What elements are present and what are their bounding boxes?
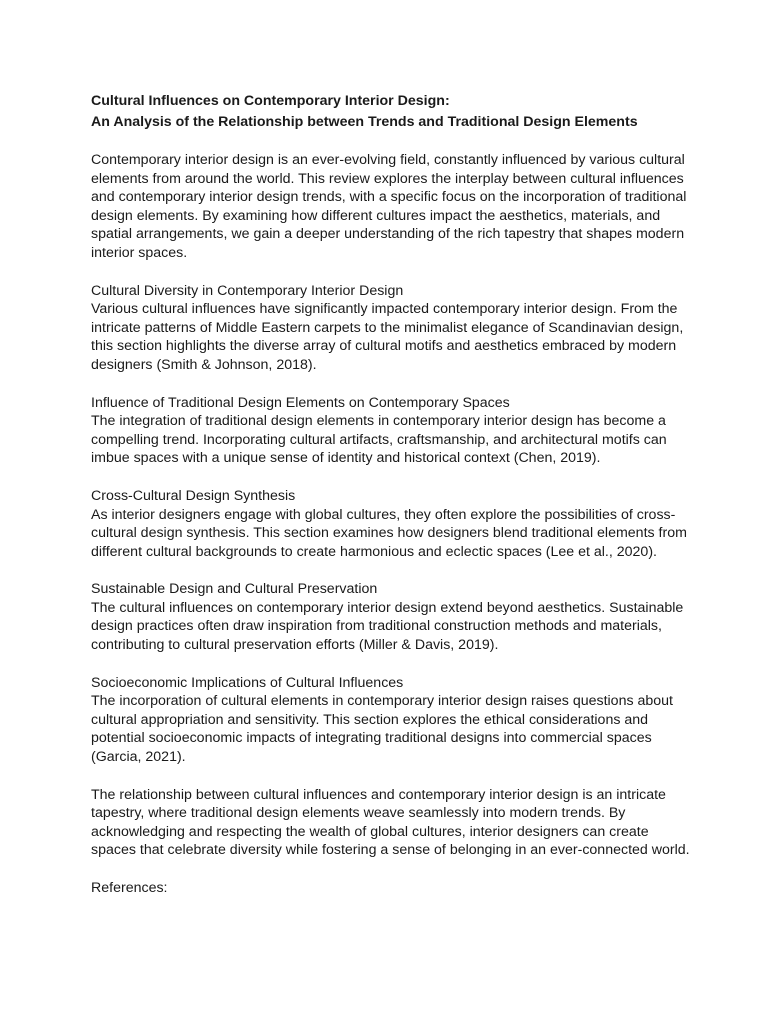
section xyxy=(91,487,691,561)
section-heading: Cultural Diversity in Contemporary Interior Design xyxy=(91,282,404,299)
title-line-2: An Analysis of the Relationship between Trends and Traditional Design Elements xyxy=(91,113,638,130)
spacer xyxy=(91,767,691,786)
title-line-1: Cultural Influences on Contemporary Interior Design: xyxy=(91,93,450,109)
section-body: The cultural influences on contemporary interior design extend beyond aesthetics. Sustainable design practices often draw inspiration from traditional construction methods and materials, contributing to cultural preservation efforts (Miller & Davis, 2019). xyxy=(91,599,684,654)
spacer xyxy=(91,132,691,151)
conclusion-paragraph: The relationship between cultural influences and contemporary interior design is an intricate tapestry, where traditional design elements weave seamlessly into modern trends. By acknowledging and respecting the wealth of global cultures, interior designers can create spaces that celebrate diversity while fostering a sense of belonging in an ever-connected world. xyxy=(91,786,690,859)
spacer xyxy=(91,263,691,282)
spacer xyxy=(91,655,691,674)
section xyxy=(91,282,691,375)
section-heading: Sustainable Design and Cultural Preservation xyxy=(91,581,378,598)
section-heading: Influence of Traditional Design Elements on Contemporary Spaces xyxy=(91,394,510,411)
section-body: As interior designers engage with global cultures, they often explore the possibilities of cross-cultural design synthesis. This section examines how designers blend traditional elements from different cultural backgrounds to create harmonious and eclectic spaces (Lee et al., 2020). xyxy=(91,506,687,560)
spacer xyxy=(91,375,691,394)
document-page xyxy=(91,91,691,898)
spacer xyxy=(91,860,691,879)
section xyxy=(91,580,691,654)
section xyxy=(91,394,691,468)
section-heading: Socioeconomic Implications of Cultural Influences xyxy=(91,674,404,691)
document-title xyxy=(91,91,691,132)
section-body: The incorporation of cultural elements in contemporary interior design raises questions about cultural appropriation and sensitivity. This section explores the ethical considerations and potential socioeconomic impacts of integrating traditional designs into commercial spaces (Garcia, 2021). xyxy=(91,693,673,766)
section-heading: Cross-Cultural Design Synthesis xyxy=(91,487,296,504)
spacer xyxy=(91,468,691,487)
section-body: Various cultural influences have significantly impacted contemporary interior design. From the intricate patterns of Middle Eastern carpets to the minimalist elegance of Scandinavian design, this section highlights the diverse array of cultural motifs and aesthetics embraced by modern designers (Smith & Johnson, 2018). xyxy=(91,301,684,373)
spacer xyxy=(91,561,691,580)
references-label: References: xyxy=(91,880,168,896)
section-body: The integration of traditional design elements in contemporary interior design has become a compelling trend. Incorporating cultural artifacts, craftsmanship, and architectural motifs can imbue spaces with a unique sense of identity and historical context (Chen, 2019). xyxy=(91,413,667,467)
section xyxy=(91,674,691,767)
intro-paragraph: Contemporary interior design is an ever-evolving field, constantly influenced by various cultural elements from around the world. This review explores the interplay between cultural influences and contemporary interior design trends, with a specific focus on the incorporation of traditional design elements. By examining how different cultures impact the aesthetics, materials, and spatial arrangements, we gain a deeper understanding of the rich tapestry that shapes modern interior spaces. xyxy=(91,152,687,261)
